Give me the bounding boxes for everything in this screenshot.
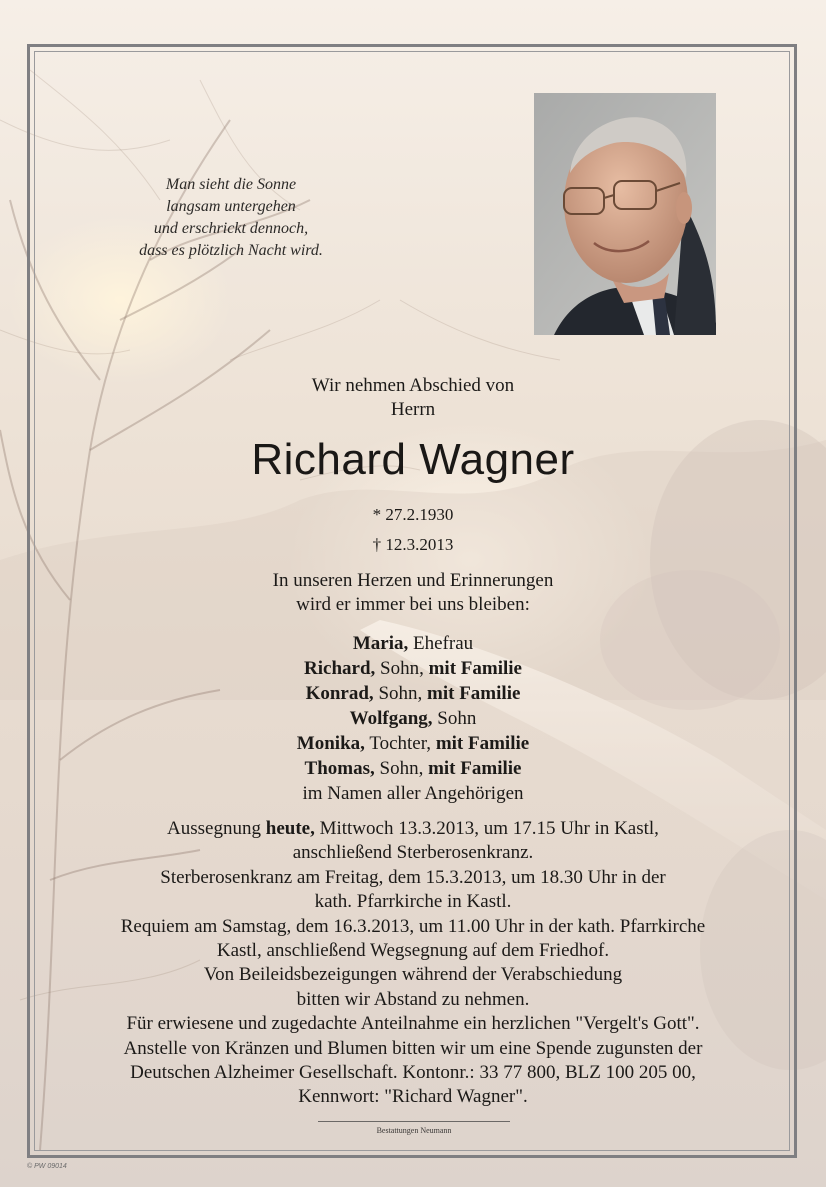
mourner-suffix: mit Familie	[428, 658, 522, 679]
mourner-role: Sohn,	[373, 683, 428, 704]
notice-line: Kennwort: "Richard Wagner".	[298, 1086, 528, 1108]
mourner-row	[40, 656, 786, 681]
memory-line: In unseren Herzen und Erinnerungen	[272, 570, 554, 591]
notice-text: Mittwoch 13.3.2013, um 17.15 Uhr in Kastl,	[314, 818, 659, 839]
notice-line: Von Beileidsbezeigungen während der Verabschiedung	[203, 964, 623, 986]
intro-line: Herrn	[390, 399, 436, 420]
mourner-name: Wolfgang,	[349, 708, 433, 729]
notice-line: bitten wir Abstand zu nehmen.	[296, 988, 530, 1010]
mourner-role: Ehefrau	[408, 633, 474, 654]
quote-line: Man sieht die Sonne	[165, 176, 297, 193]
portrait-image	[534, 93, 716, 335]
mourner-role: Sohn,	[374, 758, 429, 779]
mourner-suffix: mit Familie	[435, 733, 530, 754]
memory-text	[40, 569, 786, 617]
notice-line: kath. Pfarrkirche in Kastl.	[314, 891, 512, 913]
mourner-name: Monika,	[296, 733, 365, 754]
mourner-role: Sohn,	[375, 658, 429, 679]
copyright-mark: © PW 09014	[27, 1163, 67, 1170]
death-date: † 12.3.2013	[372, 535, 454, 554]
mourners-footer: im Namen aller Angehörigen	[302, 783, 524, 804]
notice-line: Kastl, anschließend Wegsegnung auf dem Friedhof.	[216, 940, 610, 962]
mourner-name: Thomas,	[304, 758, 375, 779]
mourner-row	[40, 731, 786, 756]
notice-line: Requiem am Samstag, dem 16.3.2013, um 11.00 Uhr in der kath. Pfarrkirche	[120, 915, 706, 937]
funeral-home-name: Bestattungen Neumann	[376, 1126, 452, 1135]
quote-line: dass es plötzlich Nacht wird.	[139, 242, 323, 259]
quote-line: langsam untergehen	[166, 198, 296, 215]
mourner-row	[40, 756, 786, 781]
mourner-row	[40, 631, 786, 656]
signature-divider	[318, 1121, 510, 1122]
quote-line: und erschrickt dennoch,	[153, 220, 309, 237]
birth-date: * 27.2.1930	[372, 505, 454, 524]
mourner-name: Maria,	[352, 633, 409, 654]
memorial-quote	[100, 174, 362, 262]
notice-line	[40, 817, 786, 841]
mourner-suffix: mit Familie	[427, 683, 521, 704]
notice-line: Deutschen Alzheimer Gesellschaft. Kontonr.: 33 77 800, BLZ 100 205 00,	[130, 1062, 696, 1084]
farewell-intro	[40, 374, 786, 422]
notice-line: anschließend Sterberosenkranz.	[292, 842, 534, 864]
notice-line: Sterberosenkranz am Freitag, dem 15.3.2013, um 18.30 Uhr in der	[160, 866, 666, 888]
mourner-row	[40, 681, 786, 706]
deceased-name: Richard Wagner	[251, 435, 575, 484]
mourner-name: Richard,	[304, 658, 376, 679]
mourner-row	[40, 706, 786, 731]
mourner-role: Tochter,	[364, 733, 436, 754]
notice-text: Aussegnung	[167, 818, 266, 839]
memory-line: wird er immer bei uns bleiben:	[296, 594, 530, 615]
portrait-photo	[534, 93, 716, 335]
mourners-list	[40, 631, 786, 806]
life-dates	[40, 500, 786, 560]
intro-line: Wir nehmen Abschied von	[311, 375, 515, 396]
mourner-name: Konrad,	[305, 683, 374, 704]
notice-line: Anstelle von Kränzen und Blumen bitten wir um eine Spende zugunsten der	[123, 1037, 703, 1059]
notice-emphasis: heute,	[265, 818, 315, 839]
mourner-suffix: mit Familie	[428, 758, 522, 779]
funeral-notice	[40, 817, 786, 1110]
mourner-role: Sohn	[432, 708, 477, 729]
notice-line: Für erwiesene und zugedachte Anteilnahme ein herzlichen "Vergelt's Gott".	[126, 1013, 700, 1035]
